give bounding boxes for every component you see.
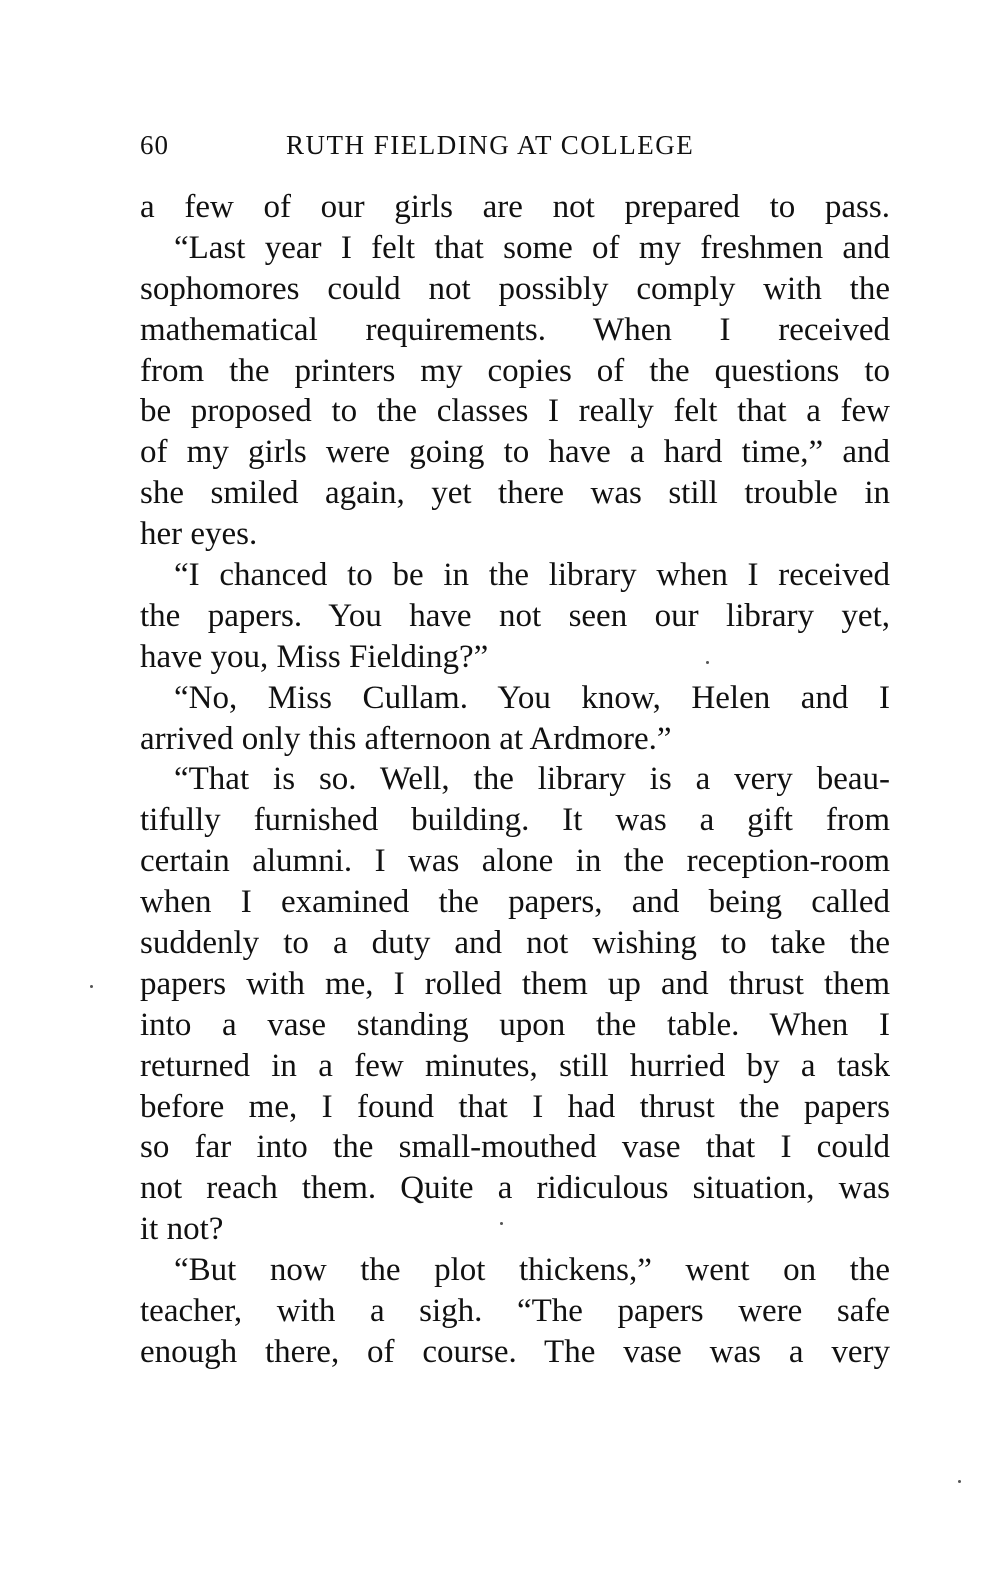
text-line: “That is so. Well, the library is a very beau- <box>174 761 890 798</box>
text-line: not reach them. Quite a ridiculous situation, was <box>140 1170 890 1207</box>
text-line: “No, Miss Cullam. You know, Helen and I <box>174 679 890 716</box>
text-line: returned in a few minutes, still hurried by a task <box>140 1047 890 1084</box>
text-line: suddenly to a duty and not wishing to take the <box>140 925 890 962</box>
print-speck <box>500 1222 503 1225</box>
text-line: she smiled again, yet there was still trouble in <box>140 475 890 512</box>
text-line: her eyes. <box>140 516 258 553</box>
text-line: have you, Miss Fielding?” <box>140 638 489 675</box>
print-speck <box>90 985 93 988</box>
text-line: mathematical requirements. When I received <box>140 311 890 348</box>
text-line: tifully furnished building. It was a gift from <box>140 802 890 839</box>
text-line: it not? <box>140 1211 224 1248</box>
text-line: into a vase standing upon the table. When I <box>140 1006 890 1043</box>
text-line: “I chanced to be in the library when I received <box>174 557 890 594</box>
text-line: certain alumni. I was alone in the reception-room <box>140 843 890 880</box>
text-line: a few of our girls are not prepared to pass. <box>140 189 890 225</box>
page-number: 60 <box>140 130 169 160</box>
text-line: so far into the small-mouthed vase that I could <box>140 1129 890 1166</box>
text-line: be proposed to the classes I really felt that a few <box>140 393 890 430</box>
text-line: from the printers my copies of the questions to <box>140 352 890 389</box>
text-line: before me, I found that I had thrust the papers <box>140 1088 890 1125</box>
running-title: RUTH FIELDING AT COLLEGE <box>286 130 695 160</box>
text-line: arrived only this afternoon at Ardmore.” <box>140 720 672 757</box>
text-line: enough there, of course. The vase was a very <box>140 1333 890 1370</box>
text-line: the papers. You have not seen our library yet, <box>140 597 890 634</box>
text-line: papers with me, I rolled them up and thrust them <box>140 965 890 1002</box>
text-line: sophomores could not possibly comply with the <box>140 270 890 307</box>
text-line: “But now the plot thickens,” went on the <box>174 1252 890 1289</box>
text-line: teacher, with a sigh. “The papers were safe <box>140 1293 890 1330</box>
print-speck <box>706 661 709 664</box>
text-line: of my girls were going to have a hard time,” and <box>140 434 890 471</box>
text-line: when I examined the papers, and being called <box>140 884 890 921</box>
text-line: “Last year I felt that some of my freshmen and <box>174 229 890 266</box>
body-text <box>140 187 890 1373</box>
print-speck <box>958 1480 961 1483</box>
running-head <box>140 130 890 170</box>
